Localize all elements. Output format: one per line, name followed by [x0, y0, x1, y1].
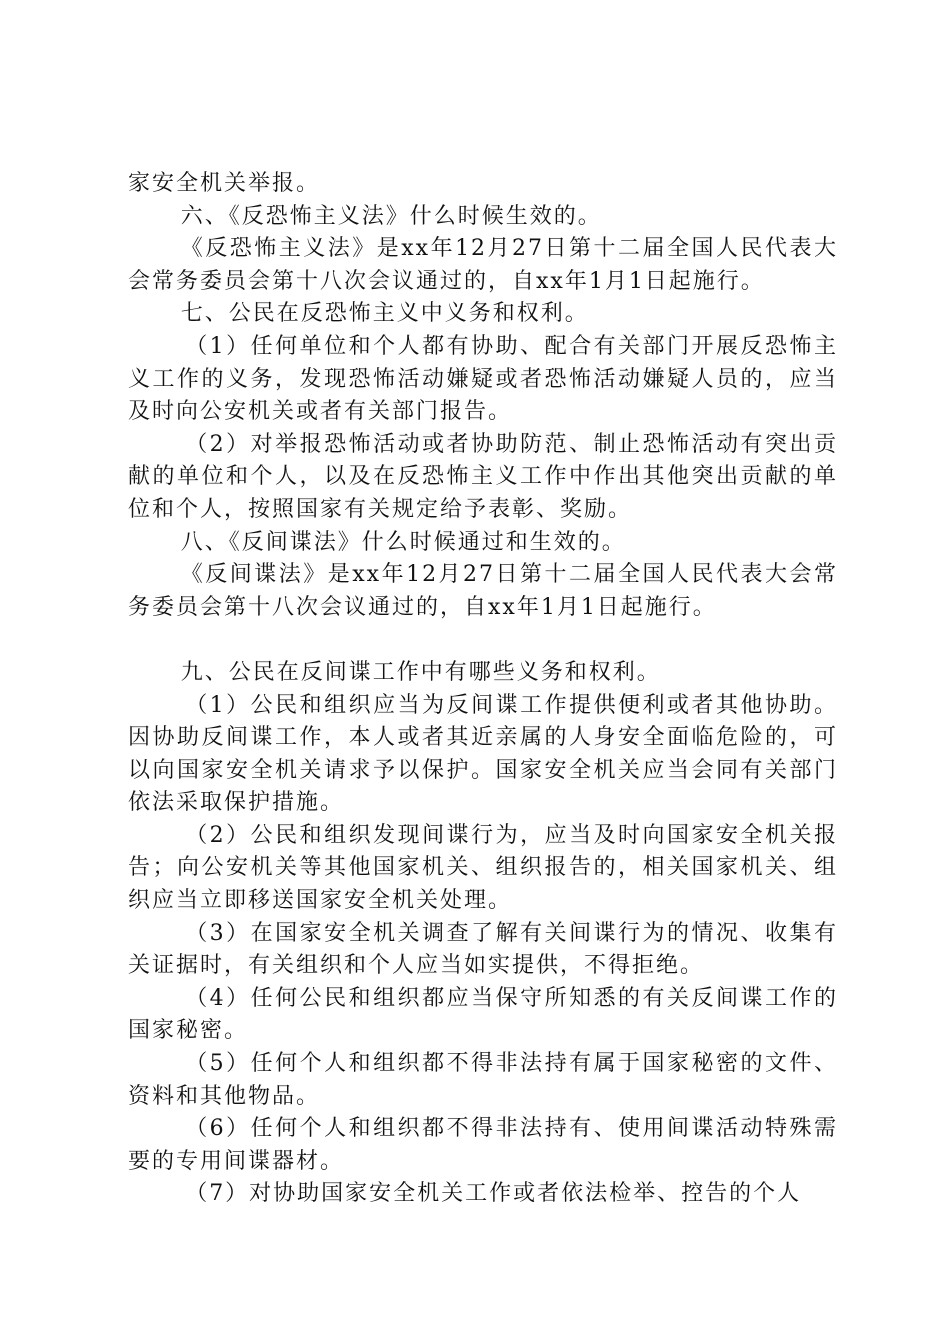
item-seven-2: （2）对举报恐怖活动或者协助防范、制止恐怖活动有突出贡献的单位和个人，以及在反恐怖主义工作中作出其他突出贡献的单位和个人，按照国家有关规定给予表彰、奖励。 — [128, 431, 838, 522]
heading-seven: 七、公民在反恐怖主义中义务和权利。 — [180, 301, 589, 327]
item-nine-1: （1）公民和组织应当为反间谍工作提供便利或者其他协助。因协助反间谍工作，本人或者其近亲属的人身安全面临危险的，可以向国家安全机关请求予以保护。国家安全机关应当会同有关部门依法采取保护措施。 — [128, 692, 838, 816]
heading-nine: 九、公民在反间谍工作中有哪些义务和权利。 — [180, 659, 661, 685]
document-body — [128, 168, 838, 1211]
paragraph-anti-terror-law: 《反恐怖主义法》是xx年12月27日第十二届全国人民代表大会常务委员会第十八次会议通过的，自xx年1月1日起施行。 — [128, 236, 838, 294]
item-nine-2: （2）公民和组织发现间谍行为，应当及时向国家安全机关报告；向公安机关等其他国家机关、组织报告的，相关国家机关、组织应当立即移送国家安全机关处理。 — [128, 822, 838, 914]
item-nine-6: （6）任何个人和组织都不得非法持有、使用间谍活动特殊需要的专用间谍器材。 — [128, 1116, 838, 1174]
paragraph-anti-espionage-law: 《反间谍法》是xx年12月27日第十二届全国人民代表大会常务委员会第十八次会议通过的，自xx年1月1日起施行。 — [128, 562, 838, 620]
item-nine-4: （4）任何公民和组织都应当保守所知悉的有关反间谍工作的国家秘密。 — [128, 985, 838, 1044]
blank-line — [128, 624, 838, 657]
paragraph-continued: 家安全机关举报。 — [128, 171, 321, 196]
item-nine-3: （3）在国家安全机关调查了解有关间谍行为的情况、收集有关证据时，有关组织和个人应当如实提供，不得拒绝。 — [128, 920, 838, 979]
item-nine-5: （5）任何个人和组织都不得非法持有属于国家秘密的文件、资料和其他物品。 — [128, 1051, 838, 1109]
item-nine-7: （7）对协助国家安全机关工作或者依法检举、控告的个人 — [185, 1181, 802, 1207]
item-seven-1: （1）任何单位和个人都有协助、配合有关部门开展反恐怖主义工作的义务，发现恐怖活动嫌疑或者恐怖活动嫌疑人员的，应当及时向公安机关或者有关部门报告。 — [128, 333, 838, 425]
heading-six: 六、《反恐怖主义法》什么时候生效的。 — [180, 203, 602, 229]
heading-eight: 八、《反间谍法》什么时候通过和生效的。 — [180, 529, 626, 555]
